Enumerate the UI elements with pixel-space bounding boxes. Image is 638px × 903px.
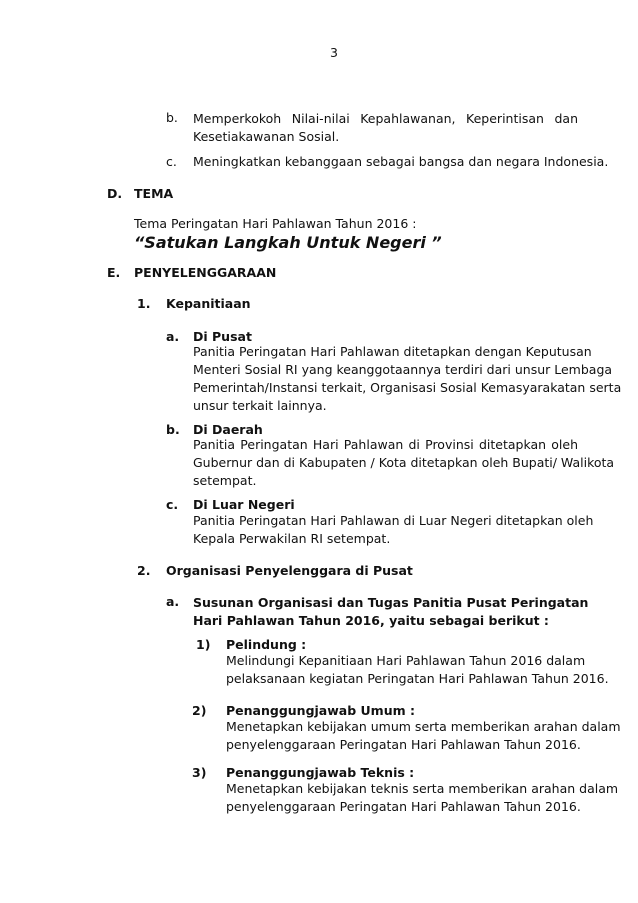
body-line: unsur terkait lainnya. (193, 398, 327, 413)
page-number: 3 (330, 45, 338, 60)
list-marker-b: b. (166, 110, 178, 125)
section-e-heading: PENYELENGGARAAN (134, 265, 277, 280)
title-line: Hari Pahlawan Tahun 2016, yaitu sebagai berikut : (193, 613, 549, 628)
body-line: penyelenggaraan Peringatan Hari Pahlawan Tahun 2016. (226, 799, 581, 814)
body-line: Gubernur dan di Kabupaten / Kota ditetapkan oleh Bupati/ Walikota (193, 455, 615, 470)
sub2-item-a-marker: a. (166, 594, 180, 609)
role-2-number: 2) (192, 703, 207, 718)
body-line: Menteri Sosial RI yang keanggotaannya terdiri dari unsur Lembaga (193, 362, 613, 377)
role-3-number: 3) (192, 765, 207, 780)
intro-item-b-line2: Kesetiakawanan Sosial. (193, 129, 340, 144)
intro-item-c: Meningkatkan kebanggaan sebagai bangsa dan negara Indonesia. (193, 154, 609, 169)
list-marker-c: c. (166, 154, 177, 169)
body-line: Melindungi Kepanitiaan Hari Pahlawan Tahun 2016 dalam (226, 653, 586, 668)
body-line: Panitia Peringatan Hari Pahlawan di Luar Negeri ditetapkan oleh (193, 513, 594, 528)
body-line: Kepala Perwakilan RI setempat. (193, 531, 391, 546)
role-1-body (226, 652, 609, 688)
subsection-2-number: 2. (137, 563, 151, 578)
section-e-letter: E. (107, 265, 121, 280)
body-line: Panitia Peringatan Hari Pahlawan di Provinsi ditetapkan oleh (193, 437, 578, 452)
role-3-body (226, 780, 619, 816)
subsection-1-title: Kepanitiaan (166, 296, 251, 311)
role-2-body (226, 718, 621, 754)
theme-title: “Satukan Langkah Untuk Negeri ” (134, 233, 442, 252)
item-b-marker: b. (166, 422, 180, 437)
role-1-number: 1) (196, 637, 211, 652)
body-line: Menetapkan kebijakan teknis serta memberikan arahan dalam (226, 781, 619, 796)
theme-intro: Tema Peringatan Hari Pahlawan Tahun 2016 : (134, 216, 417, 231)
intro-item-b (193, 110, 578, 146)
item-c-body (193, 512, 594, 548)
role-2-title: Penanggungjawab Umum : (226, 703, 415, 718)
subsection-1-number: 1. (137, 296, 151, 311)
intro-item-b-line1: Memperkokoh Nilai-nilai Kepahlawanan, Keperintisan dan (193, 111, 578, 126)
item-a-title: Di Pusat (193, 329, 252, 344)
title-line: Susunan Organisasi dan Tugas Panitia Pusat Peringatan (193, 595, 589, 610)
role-3-title: Penanggungjawab Teknis : (226, 765, 415, 780)
item-b-title: Di Daerah (193, 422, 263, 437)
body-line: Pemerintah/Instansi terkait, Organisasi Sosial Kemasyarakatan serta (193, 380, 622, 395)
role-1-title: Pelindung : (226, 637, 307, 652)
item-a-body (193, 343, 622, 415)
sub2-item-a-title (193, 594, 589, 630)
body-line: pelaksanaan kegiatan Peringatan Hari Pahlawan Tahun 2016. (226, 671, 609, 686)
section-d-letter: D. (107, 186, 123, 201)
item-c-title: Di Luar Negeri (193, 497, 295, 512)
body-line: Menetapkan kebijakan umum serta memberikan arahan dalam (226, 719, 621, 734)
body-line: Panitia Peringatan Hari Pahlawan ditetapkan dengan Keputusan (193, 344, 592, 359)
body-line: setempat. (193, 473, 257, 488)
body-line: penyelenggaraan Peringatan Hari Pahlawan Tahun 2016. (226, 737, 581, 752)
item-b-body (193, 436, 615, 490)
subsection-2-title: Organisasi Penyelenggara di Pusat (166, 563, 413, 578)
item-c-marker: c. (166, 497, 179, 512)
section-d-heading: TEMA (134, 186, 174, 201)
item-a-marker: a. (166, 329, 180, 344)
